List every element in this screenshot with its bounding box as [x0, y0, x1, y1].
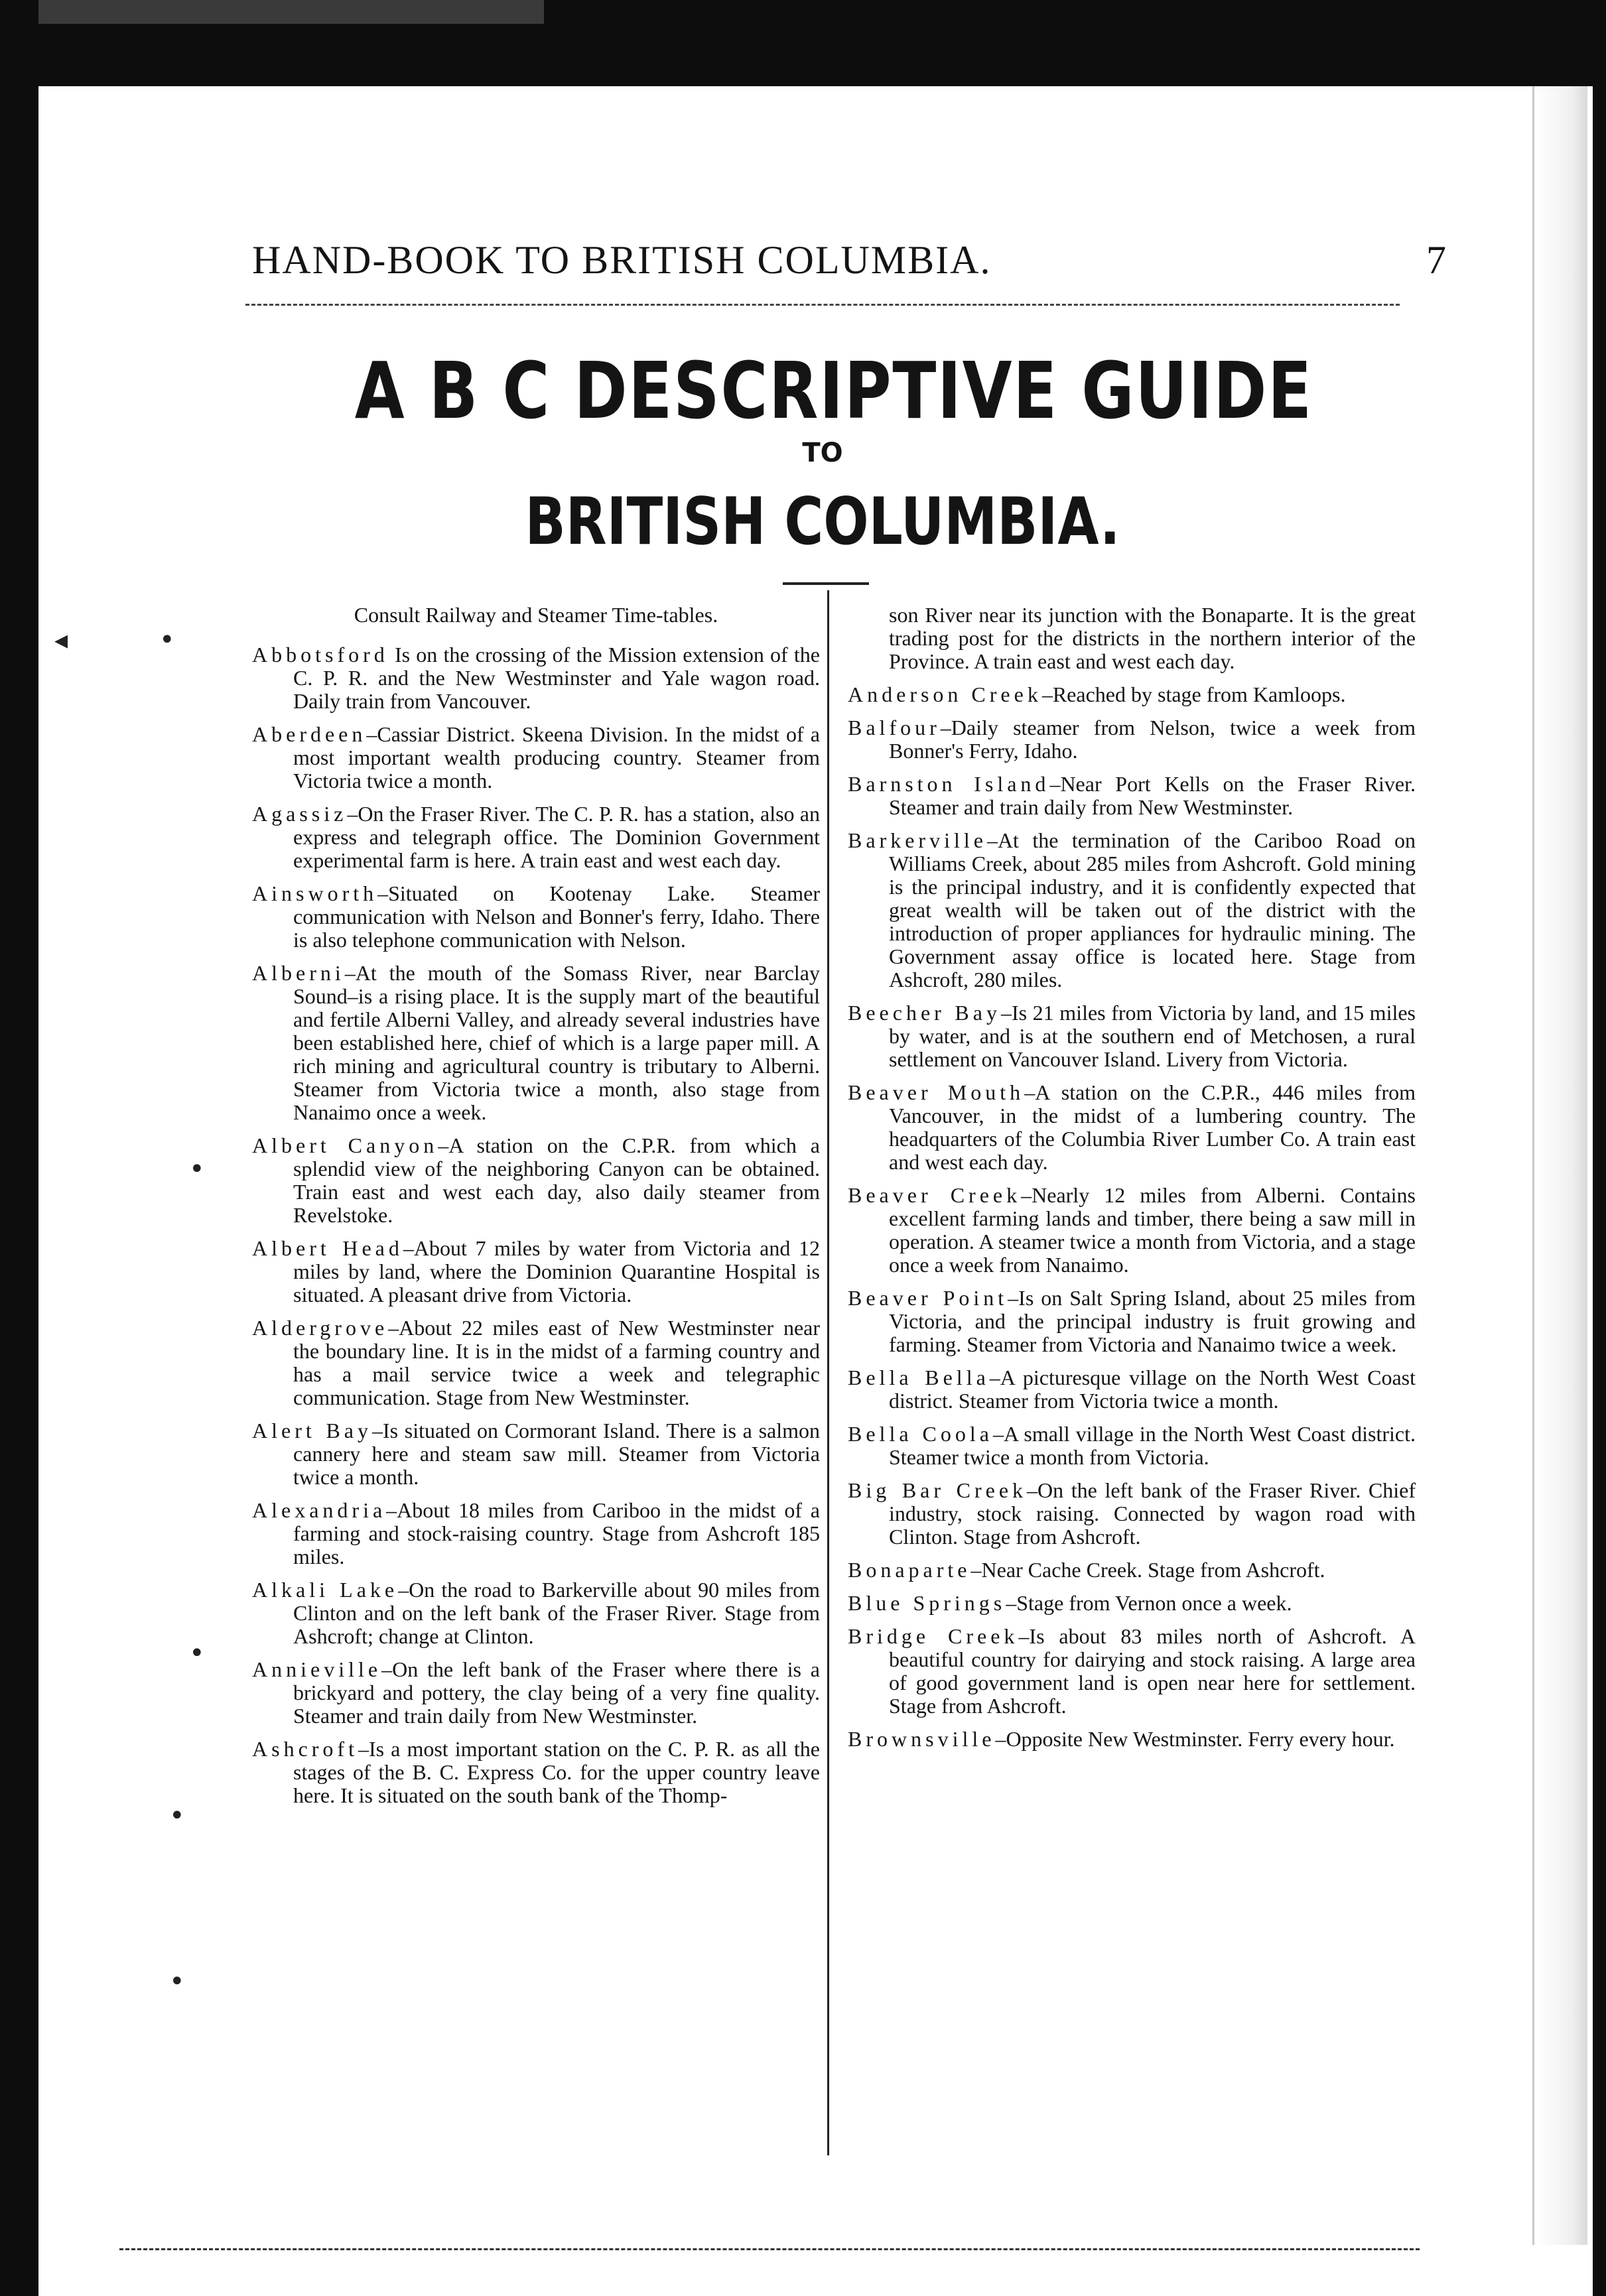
margin-mark: ◂	[54, 625, 68, 655]
entry-name: Beaver Point	[848, 1286, 1008, 1310]
entry-name: Brownsville	[848, 1727, 996, 1751]
title-connector: TO	[802, 438, 843, 468]
entry-text: –On the left bank of the Fraser where there is a brickyard and pottery, the clay being of a very fine quality. Steamer and train daily from New Westminster.	[293, 1657, 820, 1728]
entry-text: –Cassiar District. Skeena Division. In the midst of a most important wealth producing country. Steamer from Victoria twice a month.	[293, 722, 820, 793]
entry-name: Bonaparte	[848, 1558, 971, 1582]
entry-ainsworth	[252, 882, 820, 952]
entry-text: –Near Port Kells on the Fraser River. Steamer and train daily from New Westminster.	[889, 772, 1416, 819]
entry-barnston-island	[848, 773, 1416, 819]
entry-text: –Reached by stage from Kamloops.	[1041, 682, 1346, 706]
entry-beaver-point	[848, 1287, 1416, 1356]
entry-text: –On the left bank of the Fraser River. Chief industry, stock raising. Connected by wagon road with Clinton. Stage from Ashcroft.	[889, 1478, 1416, 1549]
entry-name: Albert Canyon	[252, 1133, 438, 1157]
entry-text: –Situated on Kootenay Lake. Steamer communication with Nelson and Bonner's ferry, Idaho. There is also telephone communication with Nelson.	[293, 881, 820, 952]
entry-text: –A small village in the North West Coast district. Steamer twice a month from Victoria.	[889, 1422, 1416, 1469]
entry-name: Balfour	[848, 716, 941, 739]
scan-border-left	[0, 0, 38, 2296]
entry-text: –About 18 miles from Cariboo in the midst of a farming and stock-raising country. Stage from Ashcroft 185 miles.	[293, 1498, 820, 1568]
entry-name: Ashcroft	[252, 1737, 358, 1761]
scan-border-right	[1593, 0, 1606, 2296]
timetable-note: Consult Railway and Steamer Time-tables.	[354, 603, 718, 627]
entry-bonaparte	[848, 1559, 1416, 1582]
entry-name: Beaver Mouth	[848, 1080, 1025, 1104]
entry-name: Alkali Lake	[252, 1578, 399, 1602]
entry-text: –At the termination of the Cariboo Road on Williams Creek, about 285 miles from Ashcroft. Gold mining is the principal industry, and it is confidently expected that great wealth will be taken out of the district with the introduction of proper appliances for hydraulic mining. The Government assay office is located here. Stage from Ashcroft, 280 miles.	[889, 828, 1416, 991]
header-rule	[245, 304, 1400, 306]
entry-albert-canyon	[252, 1134, 820, 1227]
entry-text: –A station on the C.P.R. from which a splendid view of the neighboring Canyon can be obtained. Train east and west each day, also daily steamer from Revelstoke.	[293, 1133, 821, 1227]
entry-name: Alert Bay	[252, 1419, 372, 1442]
page-number: 7	[1426, 238, 1446, 282]
entry-alberni	[252, 962, 820, 1124]
entry-beecher-bay	[848, 1001, 1416, 1071]
entry-name: Beaver Creek	[848, 1183, 1022, 1207]
entry-bella-bella	[848, 1366, 1416, 1413]
entry-name: Alexandria	[252, 1498, 387, 1522]
bottom-rule	[119, 2248, 1420, 2250]
entry-alexandria	[252, 1499, 820, 1568]
entry-name: Albert Head	[252, 1236, 403, 1260]
page-edge-right	[1532, 86, 1587, 2296]
entry-aldergrove	[252, 1316, 820, 1409]
entry-blue-springs	[848, 1592, 1416, 1615]
entry-text: –A picturesque village on the North West Coast district. Steamer from Victoria twice a month.	[889, 1366, 1416, 1413]
entry-name: Agassiz	[252, 802, 348, 826]
left-column	[252, 604, 820, 1817]
entry-name: Anderson Creek	[848, 682, 1042, 706]
entry-agassiz	[252, 802, 820, 872]
entry-beaver-mouth	[848, 1081, 1416, 1174]
entry-ashcroft-continued: son River near its junction with the Bonaparte. It is the great trading post for the districts in the northern interior of the Province. A train east and west each day.	[889, 603, 1416, 673]
entry-anderson-creek	[848, 683, 1416, 706]
title-place: BRITISH COLUMBIA.	[525, 484, 1120, 560]
entry-text: –Stage from Vernon once a week.	[1006, 1591, 1292, 1615]
entry-ashcroft	[252, 1738, 820, 1807]
margin-mark: •	[189, 1638, 205, 1669]
entry-name: Barnston Island	[848, 772, 1050, 796]
entry-text: –Is situated on Cormorant Island. There is a salmon cannery here and steam saw mill. Steamer from Victoria twice a month.	[293, 1419, 821, 1489]
running-head	[252, 237, 1446, 290]
column-divider	[827, 590, 829, 2155]
entry-alkali-lake	[252, 1578, 820, 1648]
entry-name: Bella Bella	[848, 1366, 990, 1389]
entry-text: –Near Cache Creek. Stage from Ashcroft.	[970, 1558, 1325, 1582]
entry-annieville	[252, 1658, 820, 1728]
margin-mark: •	[169, 1801, 185, 1831]
entry-text: –A station on the C.P.R., 446 miles from Vancouver, in the midst of a lumbering country. The headquarters of the Columbia River Lumber Co. A train east and west each day.	[889, 1080, 1416, 1174]
entry-text: –Daily steamer from Nelson, twice a week from Bonner's Ferry, Idaho.	[889, 716, 1416, 763]
entry-text: –About 7 miles by water from Victoria and 12 miles by land, where the Dominion Quarantine Hospital is situated. A pleasant drive from Victoria.	[293, 1236, 821, 1307]
entry-text: –Nearly 12 miles from Alberni. Contains excellent farming lands and timber, there being a saw mill in operation. A steamer twice a month from Victoria, and a stage once a week from Nanaimo.	[889, 1183, 1416, 1277]
entry-albert-head	[252, 1237, 820, 1307]
entry-text: –Is a most important station on the C. P. R. as all the stages of the B. C. Express Co. for the upper country leave here. It is situated on the south bank of the Thomp-	[293, 1737, 820, 1807]
entry-alert-bay	[252, 1419, 820, 1489]
entry-text: –At the mouth of the Somass River, near Barclay Sound–is a rising place. It is the supply mart of the beautiful and fertile Alberni Valley, and already several industries have been established here, chief of which is a large paper mill. A rich mining and agricultural country is tributary to Alberni. Steamer from Victoria twice a month, also stage from Nanaimo once a week.	[293, 961, 820, 1124]
page-bottom	[38, 2245, 1593, 2296]
guide-title: A B C DESCRIPTIVE GUIDE	[354, 345, 1313, 436]
entry-name: Bridge Creek	[848, 1624, 1019, 1648]
entry-text: –Is 21 miles from Victoria by land, and 15 miles by water, and is at the southern end of Metchosen, a rural settlement on Vancouver Island. Livery from Victoria.	[889, 1001, 1416, 1071]
right-column	[848, 604, 1416, 1761]
entry-name: Ainsworth	[252, 881, 378, 905]
entry-name: Abbotsford	[252, 643, 389, 667]
entry-name: Barkerville	[848, 828, 987, 852]
entry-text: –About 22 miles east of New Westminster near the boundary line. It is in the midst of a farming country and has a mail service twice a week and telegraphic communication. Stage from New Westminster.	[293, 1316, 820, 1409]
entry-text: –Is on Salt Spring Island, about 25 miles from Victoria, and the principal industry is fruit growing and farming. Steamer from Victoria and Nanaimo twice a week.	[889, 1286, 1416, 1356]
entry-text: Is on the crossing of the Mission extension of the C. P. R. and the New Westminster and Yale wagon road. Daily train from Vancouver.	[293, 643, 820, 713]
entry-text: –On the Fraser River. The C. P. R. has a station, also an express and telegraph office. The Dominion Government experimental farm is here. A train east and west each day.	[293, 802, 820, 872]
entry-beaver-creek	[848, 1184, 1416, 1277]
entry-text: –Is about 83 miles north of Ashcroft. A beautiful country for dairying and stock raising. A large area of good government land is open near here for settlement. Stage from Ashcroft.	[889, 1624, 1416, 1718]
title-rule	[783, 582, 869, 585]
entry-name: Blue Springs	[848, 1591, 1006, 1615]
entry-balfour	[848, 716, 1416, 763]
entry-name: Beecher Bay	[848, 1001, 1001, 1025]
entry-bridge-creek	[848, 1625, 1416, 1718]
entry-aberdeen	[252, 723, 820, 793]
entry-brownsville	[848, 1728, 1416, 1751]
margin-mark: •	[169, 1966, 185, 1997]
entry-text: –On the road to Barkerville about 90 miles from Clinton and on the left bank of the Fraser River. Stage from Ashcroft; change at Clinton.	[293, 1578, 820, 1648]
entry-name: Aberdeen	[252, 722, 367, 746]
entry-abbotsford	[252, 643, 820, 713]
entry-name: Annieville	[252, 1657, 382, 1681]
entry-bella-coola	[848, 1423, 1416, 1469]
entry-name: Aldergrove	[252, 1316, 389, 1340]
entry-barkerville	[848, 829, 1416, 991]
margin-mark: •	[159, 625, 175, 655]
entry-big-bar-creek	[848, 1479, 1416, 1549]
margin-mark: •	[189, 1154, 205, 1184]
entry-name: Bella Coola	[848, 1422, 993, 1446]
entry-name: Big Bar Creek	[848, 1478, 1028, 1502]
scan-border-top-fade	[0, 0, 544, 24]
entry-name: Alberni	[252, 961, 345, 985]
entry-text: –Opposite New Westminster. Ferry every hour.	[995, 1727, 1395, 1751]
running-head-title: HAND-BOOK TO BRITISH COLUMBIA.	[252, 238, 992, 282]
